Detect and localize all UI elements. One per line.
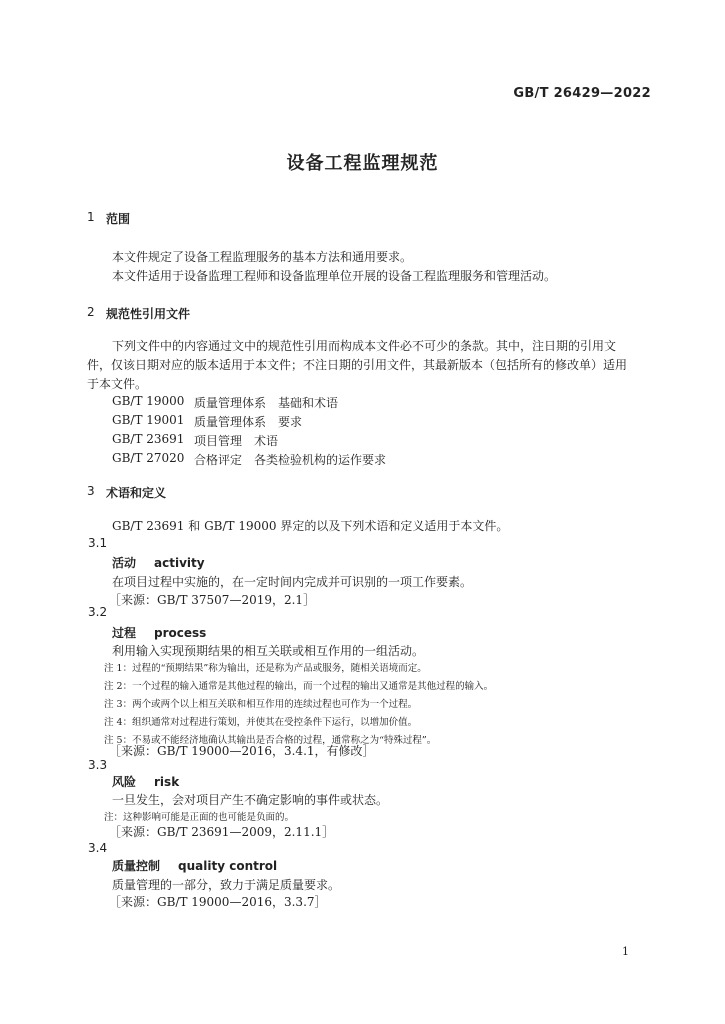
reference-code: GB/T 23691 <box>112 432 185 446</box>
section-2-intro: 下列文件中的内容通过文中的规范性引用而构成本文件必不可少的条款。其中，注日期的引用文件，仅该日期对应的版本适用于本文件；不注日期的引用文件，其最新版本（包括所有的修改单）适用于本文件。 <box>87 339 628 391</box>
term-zh: 过程 <box>112 626 137 640</box>
term-zh: 风险 <box>112 775 137 789</box>
term-note: 注 3：两个或两个以上相互关联和相互作用的连续过程也可作为一个过程。 <box>104 699 418 710</box>
section-1-title: 范围 <box>106 212 131 226</box>
term-en: process <box>154 626 207 640</box>
reference-title: 质量管理体系 基础和术语 <box>194 396 339 410</box>
section-3-intro: GB/T 23691 和 GB/T 19000 界定的以及下列术语和定义适用于本文件。 <box>112 519 509 533</box>
term-definition: 质量管理的一部分，致力于满足质量要求。 <box>112 878 341 892</box>
term-source: ［来源：GB/T 19000—2016，3.3.7］ <box>109 895 327 909</box>
reference-title: 项目管理 术语 <box>194 434 279 448</box>
term-definition: 利用输入实现预期结果的相互关联或相互作用的一组活动。 <box>112 644 425 658</box>
term-zh: 质量控制 <box>112 859 161 873</box>
standard-code: GB/T 26429—2022 <box>513 86 651 101</box>
document-title: 设备工程监理规范 <box>286 153 439 174</box>
term-en: quality control <box>178 859 278 873</box>
term-heading <box>112 624 206 641</box>
term-source: ［来源：GB/T 37507—2019，2.1］ <box>109 593 316 607</box>
section-1-paragraph-1: 本文件规定了设备工程监理服务的基本方法和通用要求。 <box>112 250 413 264</box>
term-definition: 一旦发生，会对项目产生不确定影响的事件或状态。 <box>112 793 389 807</box>
term-number: 3.1 <box>88 536 108 550</box>
reference-code: GB/T 27020 <box>112 451 185 465</box>
term-number: 3.2 <box>88 605 108 619</box>
term-en: activity <box>154 556 205 570</box>
section-3-title: 术语和定义 <box>106 486 167 500</box>
term-zh: 活动 <box>112 556 137 570</box>
section-3-number: 3 <box>87 484 95 498</box>
term-definition: 在项目过程中实施的，在一定时间内完成并可识别的一项工作要素。 <box>112 575 473 589</box>
term-number: 3.3 <box>88 758 108 772</box>
section-1-number: 1 <box>87 210 95 224</box>
term-source: ［来源：GB/T 23691—2009，2.11.1］ <box>109 825 335 839</box>
term-source: ［来源：GB/T 19000—2016，3.4.1，有修改］ <box>109 744 375 758</box>
term-note: 注 2：一个过程的输入通常是其他过程的输出，而一个过程的输出又通常是其他过程的输入。 <box>104 681 494 692</box>
reference-title: 质量管理体系 要求 <box>194 415 303 429</box>
reference-title: 合格评定 各类检验机构的运作要求 <box>194 453 387 467</box>
section-2-number: 2 <box>87 305 95 319</box>
term-en: risk <box>154 775 180 789</box>
term-heading <box>112 554 205 571</box>
reference-code: GB/T 19000 <box>112 394 185 408</box>
page-number: 1 <box>622 945 629 958</box>
term-heading <box>112 857 277 874</box>
term-note: 注 5：不易或不能经济地确认其输出是否合格的过程，通常称之为“特殊过程”。 <box>104 735 437 746</box>
section-1-paragraph-2: 本文件适用于设备监理工程师和设备监理单位开展的设备工程监理服务和管理活动。 <box>112 269 557 283</box>
term-number: 3.4 <box>88 841 108 855</box>
term-note: 注 1：过程的“预期结果”称为输出，还是称为产品或服务，随相关语境而定。 <box>104 663 427 674</box>
section-2-title: 规范性引用文件 <box>106 307 191 321</box>
term-note: 注：这种影响可能是正面的也可能是负面的。 <box>104 812 295 823</box>
term-heading <box>112 773 179 790</box>
reference-code: GB/T 19001 <box>112 413 185 427</box>
term-note: 注 4：组织通常对过程进行策划，并使其在受控条件下运行，以增加价值。 <box>104 717 418 728</box>
